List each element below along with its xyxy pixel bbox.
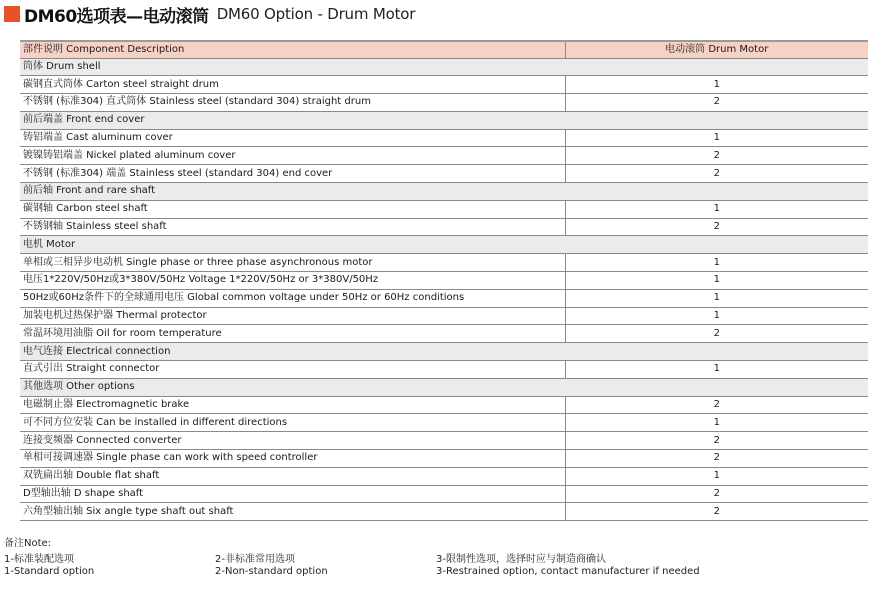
note-2-en: 2-Non-standard option (215, 566, 328, 577)
table-row (20, 307, 868, 325)
group-label: 电气连接 Electrical connection (20, 343, 565, 361)
option-value (565, 58, 868, 76)
option-value: 1 (565, 272, 868, 290)
option-table (20, 40, 868, 521)
table-row (20, 94, 868, 112)
table-row (20, 325, 868, 343)
group-label: 电机 Motor (20, 236, 565, 254)
option-value: 1 (565, 129, 868, 147)
option-value (565, 343, 868, 361)
component-description: 不锈钢 (标准304) 直式筒体 Stainless steel (standard 304) straight drum (20, 94, 565, 112)
option-value: 2 (565, 503, 868, 521)
table-body (20, 58, 868, 521)
title-english: DM60 Option - Drum Motor (216, 5, 416, 23)
table-row (20, 218, 868, 236)
note-3-cn: 3-限制性选项，选择时应与制造商确认 (436, 554, 606, 565)
group-label: 筒体 Drum shell (20, 58, 565, 76)
table-row (20, 272, 868, 290)
option-value: 2 (565, 94, 868, 112)
component-description: 不锈钢 (标准304) 端盖 Stainless steel (standard 304) end cover (20, 165, 565, 183)
table-group-row (20, 236, 868, 254)
table-row (20, 289, 868, 307)
table-group-row (20, 378, 868, 396)
title-chinese: DM60选项表—电动滚筒 (24, 6, 209, 27)
note-3-en: 3-Restrained option, contact manufacturer if needed (436, 566, 700, 577)
column-header-drum-motor: 电动滚筒 Drum Motor (565, 41, 868, 58)
group-label: 前后端盖 Front end cover (20, 111, 565, 129)
table-row (20, 414, 868, 432)
option-value: 2 (565, 450, 868, 468)
option-value: 1 (565, 254, 868, 272)
table-header-row (20, 41, 868, 58)
table-group-row (20, 343, 868, 361)
option-value (565, 378, 868, 396)
component-description: D型轴出轴 D shape shaft (20, 485, 565, 503)
component-description: 加装电机过热保护器 Thermal protector (20, 307, 565, 325)
component-description: 电磁制止器 Electromagnetic brake (20, 396, 565, 414)
note-1-cn: 1-标准装配选项 (4, 554, 74, 565)
option-value: 1 (565, 289, 868, 307)
table-row (20, 503, 868, 521)
column-header-description: 部件说明 Component Description (20, 41, 565, 58)
component-description: 电压1*220V/50Hz或3*380V/50Hz Voltage 1*220V/50Hz or 3*380V/50Hz (20, 272, 565, 290)
component-description: 不锈钢轴 Stainless steel shaft (20, 218, 565, 236)
option-value (565, 236, 868, 254)
option-value (565, 111, 868, 129)
note-1-en: 1-Standard option (4, 566, 95, 577)
group-label: 前后轴 Front and rare shaft (20, 183, 565, 201)
table-row (20, 129, 868, 147)
component-description: 双铣扁出轴 Double flat shaft (20, 467, 565, 485)
table-row (20, 467, 868, 485)
table-row (20, 396, 868, 414)
table-group-row (20, 183, 868, 201)
component-description: 碳钢轴 Carbon steel shaft (20, 200, 565, 218)
component-description: 常温环境用油脂 Oil for room temperature (20, 325, 565, 343)
component-description: 单相或三相异步电动机 Single phase or three phase asynchronous motor (20, 254, 565, 272)
table-row (20, 147, 868, 165)
option-value: 1 (565, 76, 868, 94)
component-description: 镀镍铸铝端盖 Nickel plated aluminum cover (20, 147, 565, 165)
group-label: 其他选项 Other options (20, 378, 565, 396)
option-value: 1 (565, 414, 868, 432)
option-value: 2 (565, 485, 868, 503)
option-value: 2 (565, 147, 868, 165)
table-row (20, 485, 868, 503)
table-row (20, 165, 868, 183)
table-row (20, 450, 868, 468)
table-group-row (20, 58, 868, 76)
page-title (4, 2, 415, 26)
option-value: 1 (565, 200, 868, 218)
option-value: 1 (565, 307, 868, 325)
component-description: 50Hz或60Hz条件下的全球通用电压 Global common voltage under 50Hz or 60Hz conditions (20, 289, 565, 307)
option-value: 1 (565, 467, 868, 485)
table-row (20, 200, 868, 218)
table-row (20, 254, 868, 272)
option-value: 2 (565, 325, 868, 343)
option-value: 2 (565, 432, 868, 450)
option-value: 2 (565, 165, 868, 183)
table-row (20, 76, 868, 94)
table-row (20, 432, 868, 450)
note-2-cn: 2-非标准常用选项 (215, 554, 295, 565)
option-value: 2 (565, 218, 868, 236)
table-group-row (20, 111, 868, 129)
component-description: 连接变频器 Connected converter (20, 432, 565, 450)
notes-heading: 备注Note: (4, 538, 52, 549)
option-value: 2 (565, 396, 868, 414)
component-description: 碳钢直式筒体 Carton steel straight drum (20, 76, 565, 94)
orange-square-icon (4, 6, 20, 22)
component-description: 可不同方位安装 Can be installed in different directions (20, 414, 565, 432)
table-row (20, 361, 868, 379)
component-description: 直式引出 Straight connector (20, 361, 565, 379)
option-value: 1 (565, 361, 868, 379)
option-value (565, 183, 868, 201)
component-description: 六角型轴出轴 Six angle type shaft out shaft (20, 503, 565, 521)
component-description: 铸铝端盖 Cast aluminum cover (20, 129, 565, 147)
component-description: 单相可接调速器 Single phase can work with speed controller (20, 450, 565, 468)
